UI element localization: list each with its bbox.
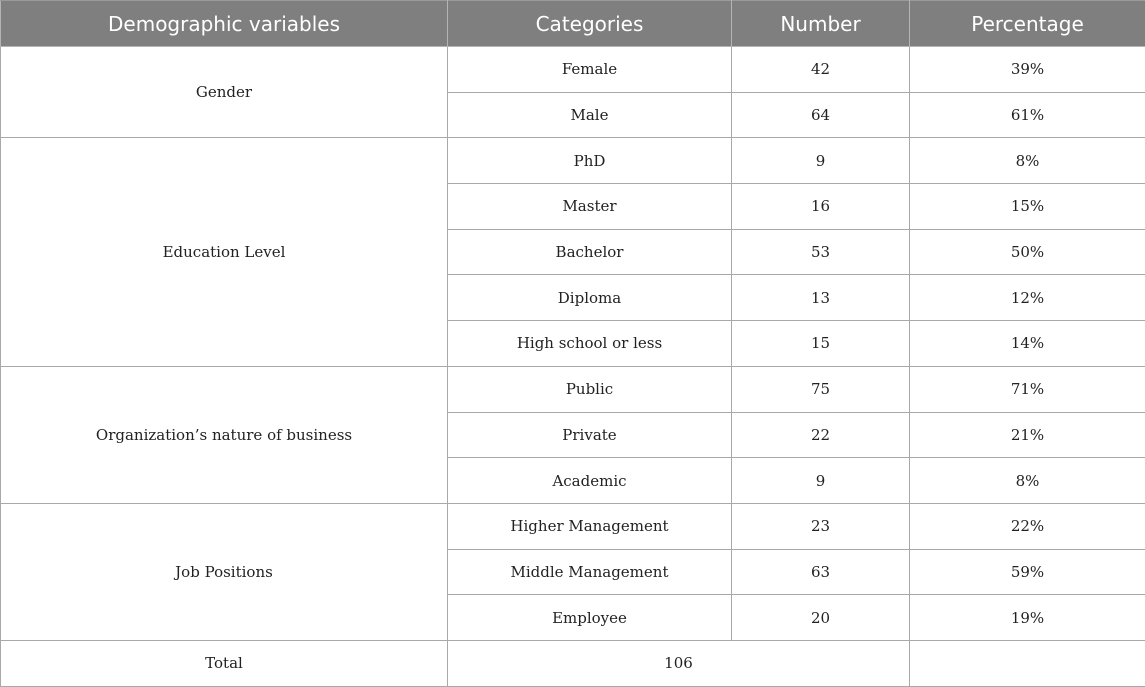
- category-cell: PhD: [448, 138, 732, 184]
- category-cell: Higher Management: [448, 503, 732, 549]
- table-row: [1, 366, 1145, 412]
- number-cell: 64: [732, 92, 910, 138]
- percentage-cell: 8%: [910, 458, 1145, 504]
- number-cell: 13: [732, 275, 910, 321]
- table-row: [1, 503, 1145, 549]
- percentage-cell: 19%: [910, 595, 1145, 641]
- variable-cell-organization-nature: Organization’s nature of business: [1, 366, 448, 503]
- number-cell: 16: [732, 184, 910, 230]
- number-cell: 53: [732, 229, 910, 275]
- number-cell: 9: [732, 138, 910, 184]
- header-row: [1, 1, 1145, 47]
- variable-cell-education-level: Education Level: [1, 138, 448, 366]
- table-row: [1, 138, 1145, 184]
- percentage-cell: 22%: [910, 503, 1145, 549]
- total-value: 106: [448, 640, 910, 686]
- category-cell: Private: [448, 412, 732, 458]
- total-label: Total: [1, 640, 448, 686]
- table-body: [1, 47, 1145, 687]
- category-cell: Female: [448, 47, 732, 93]
- percentage-cell: 15%: [910, 184, 1145, 230]
- percentage-cell: 61%: [910, 92, 1145, 138]
- number-cell: 22: [732, 412, 910, 458]
- percentage-cell: 50%: [910, 229, 1145, 275]
- category-cell: Male: [448, 92, 732, 138]
- header-demographic-variables: Demographic variables: [1, 1, 448, 47]
- header-categories: Categories: [448, 1, 732, 47]
- header-number: Number: [732, 1, 910, 47]
- number-cell: 75: [732, 366, 910, 412]
- total-empty-cell: [910, 640, 1145, 686]
- table-header: [1, 1, 1145, 47]
- number-cell: 63: [732, 549, 910, 595]
- number-cell: 20: [732, 595, 910, 641]
- number-cell: 9: [732, 458, 910, 504]
- variable-cell-gender: Gender: [1, 47, 448, 138]
- total-row: [1, 640, 1145, 686]
- header-percentage: Percentage: [910, 1, 1145, 47]
- percentage-cell: 8%: [910, 138, 1145, 184]
- category-cell: Master: [448, 184, 732, 230]
- category-cell: High school or less: [448, 321, 732, 367]
- category-cell: Bachelor: [448, 229, 732, 275]
- variable-cell-job-positions: Job Positions: [1, 503, 448, 640]
- category-cell: Diploma: [448, 275, 732, 321]
- percentage-cell: 12%: [910, 275, 1145, 321]
- category-cell: Public: [448, 366, 732, 412]
- category-cell: Middle Management: [448, 549, 732, 595]
- percentage-cell: 39%: [910, 47, 1145, 93]
- number-cell: 15: [732, 321, 910, 367]
- number-cell: 42: [732, 47, 910, 93]
- percentage-cell: 14%: [910, 321, 1145, 367]
- table-row: [1, 47, 1145, 93]
- category-cell: Academic: [448, 458, 732, 504]
- category-cell: Employee: [448, 595, 732, 641]
- percentage-cell: 59%: [910, 549, 1145, 595]
- percentage-cell: 71%: [910, 366, 1145, 412]
- percentage-cell: 21%: [910, 412, 1145, 458]
- number-cell: 23: [732, 503, 910, 549]
